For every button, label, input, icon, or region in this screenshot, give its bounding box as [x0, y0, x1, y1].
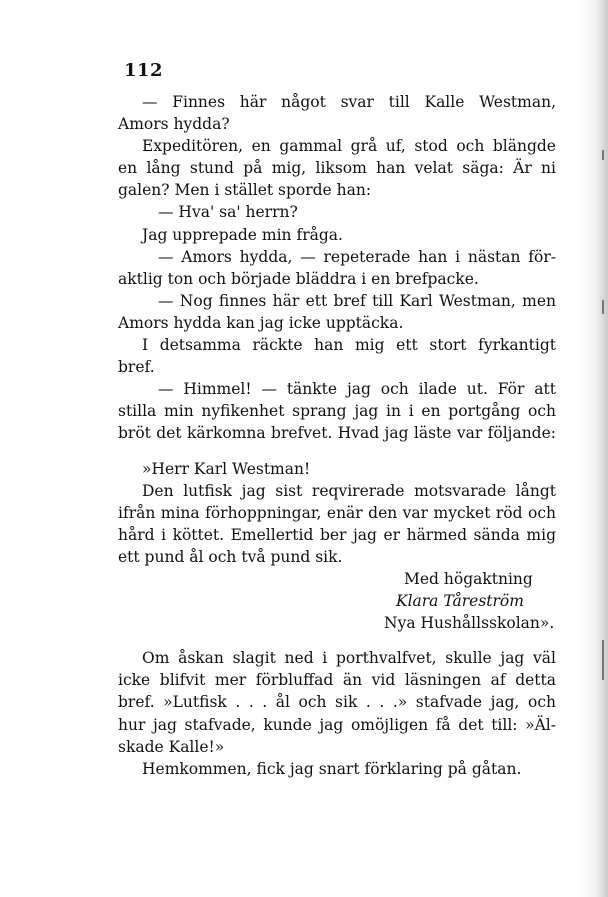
text-line: icke blifvit mer förbluffad än vid läsningen af detta — [118, 671, 556, 690]
page-edge-shadow — [580, 0, 608, 897]
text-line: — Himmel! — tänkte jag och ilade ut. För att — [158, 380, 556, 399]
text-line: — Nog finnes här ett bref till Karl Westman, men — [158, 291, 556, 310]
text-line: bröt det kärkomna brefvet. Hvad jag läste var följande: — [118, 424, 556, 443]
text-line: bref. — [118, 358, 155, 377]
body-text — [118, 91, 556, 780]
letter-salutation: »Herr Karl Westman! — [142, 459, 311, 478]
edge-speck — [602, 150, 604, 160]
edge-speck — [602, 640, 604, 680]
text-line: Amors hydda? — [118, 115, 230, 134]
text-line: hur jag stafvade, kunde jag omöjligen få det till: »Äl- — [118, 715, 556, 734]
text-line: stilla min nyfikenhet sprang jag in i en portgång och — [118, 402, 556, 421]
text-line: aktlig ton och började bläddra i en brefpacke. — [118, 269, 479, 288]
text-line: Hemkommen, fick jag snart förklaring på gåtan. — [142, 759, 522, 778]
text-line: — Amors hydda, — repeterade han i nästan för- — [158, 247, 556, 266]
text-line: skade Kalle!» — [118, 737, 225, 756]
text-line: Amors hydda kan jag icke upptäcka. — [118, 313, 404, 332]
text-line: I detsamma räckte han mig ett stort fyrkantigt — [142, 336, 556, 355]
text-line: en lång stund på mig, liksom han velat säga: Är ni — [118, 159, 556, 178]
text-line: hård i köttet. Emellertid ber jag er härmed sända mig — [118, 525, 556, 544]
letter-signature: Klara Tåreström — [396, 592, 524, 611]
text-line: — Finnes här något svar till Kalle Westman, — [142, 93, 556, 111]
text-line: galen? Men i stället sporde han: — [118, 181, 372, 200]
page-number: 112 — [124, 60, 164, 81]
edge-speck — [602, 300, 604, 314]
letter-closing: Med högaktning — [404, 569, 533, 588]
letter-sender: Nya Hushållsskolan». — [384, 614, 555, 633]
text-line: — Hva' sa' herrn? — [158, 203, 298, 222]
text-line: Den lutfisk jag sist reqvirerade motsvarade långt — [142, 481, 556, 500]
text-line: ifrån mina förhoppningar, enär den var mycket röd och — [118, 503, 556, 522]
text-line: Expeditören, en gammal grå uf, stod och blängde — [142, 137, 556, 156]
text-line: bref. »Lutfisk . . . ål och sik . . .» stafvade jag, och — [118, 693, 556, 712]
text-line: Jag upprepade min fråga. — [142, 225, 343, 244]
text-line: Om åskan slagit ned i porthvalfvet, skulle jag väl — [142, 649, 556, 668]
text-line: ett pund ål och två pund sik. — [118, 547, 343, 566]
